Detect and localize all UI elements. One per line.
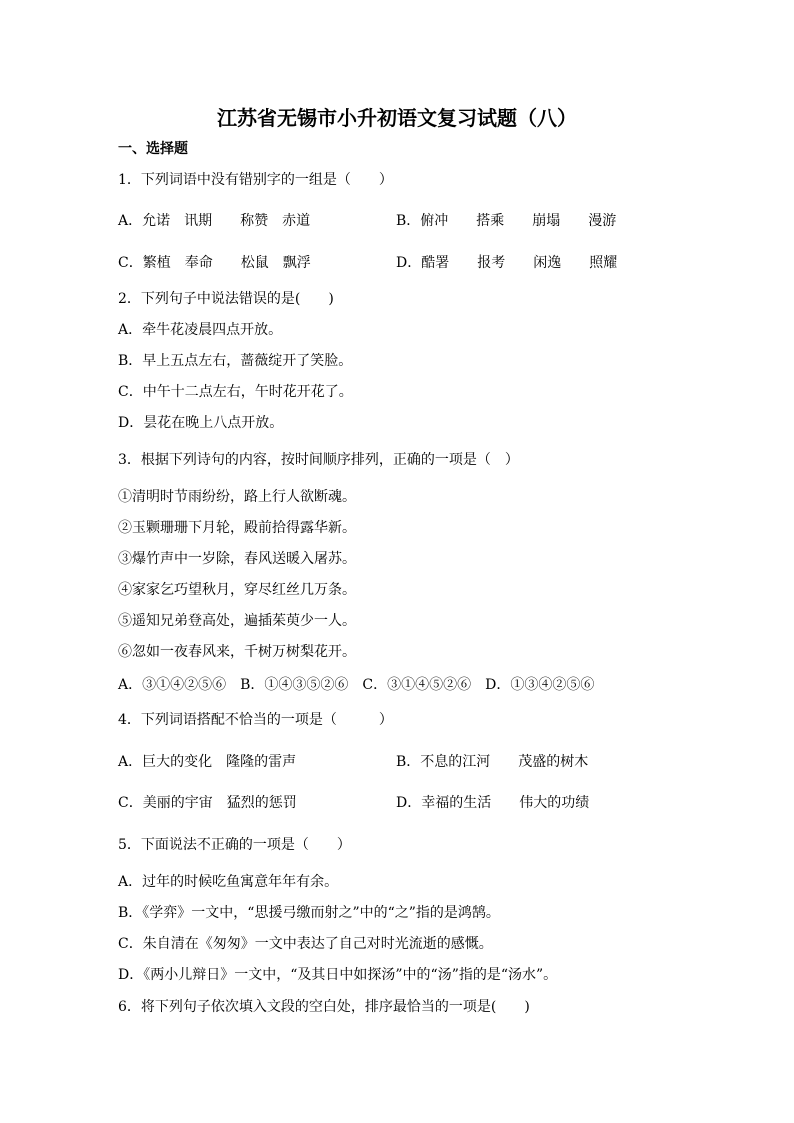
question-4-option-c: C．美丽的宇宙 猛烈的惩罚 — [118, 795, 297, 811]
question-2-option-c: C．中午十二点左右，午时花开花了。 — [118, 384, 353, 400]
question-4-option-a: A．巨大的变化 隆隆的雷声 — [118, 754, 297, 770]
question-6-stem: 6．将下列句子依次填入文段的空白处，排序最恰当的一项是( ) — [118, 999, 530, 1015]
question-4-stem: 4．下列词语搭配不恰当的一项是（ ） — [118, 712, 393, 728]
question-5-option-a: A．过年的时候吃鱼寓意年年有余。 — [118, 874, 339, 890]
question-3-stem: 3．根据下列诗句的内容，按时间顺序排列，正确的一项是（ ） — [118, 452, 519, 468]
section-heading: 一、选择题 — [118, 141, 188, 157]
question-5-option-d: D．《两小儿辩日》一文中，“及其日中如探汤”中的“汤”指的是“汤水”。 — [118, 967, 558, 983]
question-5-stem: 5．下面说法不正确的一项是（ ） — [118, 837, 351, 853]
question-5-option-b: B．《学弈》一文中，“思援弓缴而射之”中的“之”指的是鸿鹄。 — [118, 905, 500, 921]
question-3-poem-5: ⑤遥知兄弟登高处，遍插茱萸少一人。 — [118, 613, 356, 629]
question-3-options: A．③①④②⑤⑥ B．①④③⑤②⑥ C．③①④⑤②⑥ D．①③④②⑤⑥ — [118, 677, 595, 693]
question-1-stem: 1．下列词语中没有错别字的一组是（ ） — [118, 172, 393, 188]
question-2-option-a: A．牵牛花凌晨四点开放。 — [118, 322, 283, 338]
question-3-poem-1: ①清明时节雨纷纷，路上行人欲断魂。 — [118, 489, 356, 505]
question-2-stem: 2．下列句子中说法错误的是( ) — [118, 291, 334, 307]
question-3-poem-4: ④家家乞巧望秋月，穿尽红丝几万条。 — [118, 582, 356, 598]
question-4-option-d: D．幸福的生活 伟大的功绩 — [396, 795, 590, 811]
question-1-option-b: B．俯冲 搭乘 崩塌 漫游 — [396, 213, 617, 229]
question-3-poem-3: ③爆竹声中一岁除，春风送暖入屠苏。 — [118, 551, 356, 567]
question-1-option-a: A．允诺 讯期 称赞 赤道 — [118, 213, 311, 229]
question-5-option-c: C．朱自清在《匆匆》一文中表达了自己对时光流逝的感慨。 — [118, 936, 493, 952]
question-1-option-c: C．繁植 奉命 松鼠 飘浮 — [118, 255, 311, 271]
question-4-option-b: B．不息的江河 茂盛的树木 — [396, 754, 589, 770]
page-title: 江苏省无锡市小升初语文复习试题（八） — [217, 106, 577, 130]
question-3-poem-6: ⑥忽如一夜春风来，千树万树梨花开。 — [118, 644, 356, 660]
question-3-poem-2: ②玉颗珊珊下月轮，殿前拾得露华新。 — [118, 520, 356, 536]
question-1-option-d: D．酷署 报考 闲逸 照耀 — [396, 255, 618, 271]
question-2-option-b: B．早上五点左右，蔷薇绽开了笑脸。 — [118, 353, 353, 369]
question-2-option-d: D．昙花在晚上八点开放。 — [118, 415, 284, 431]
